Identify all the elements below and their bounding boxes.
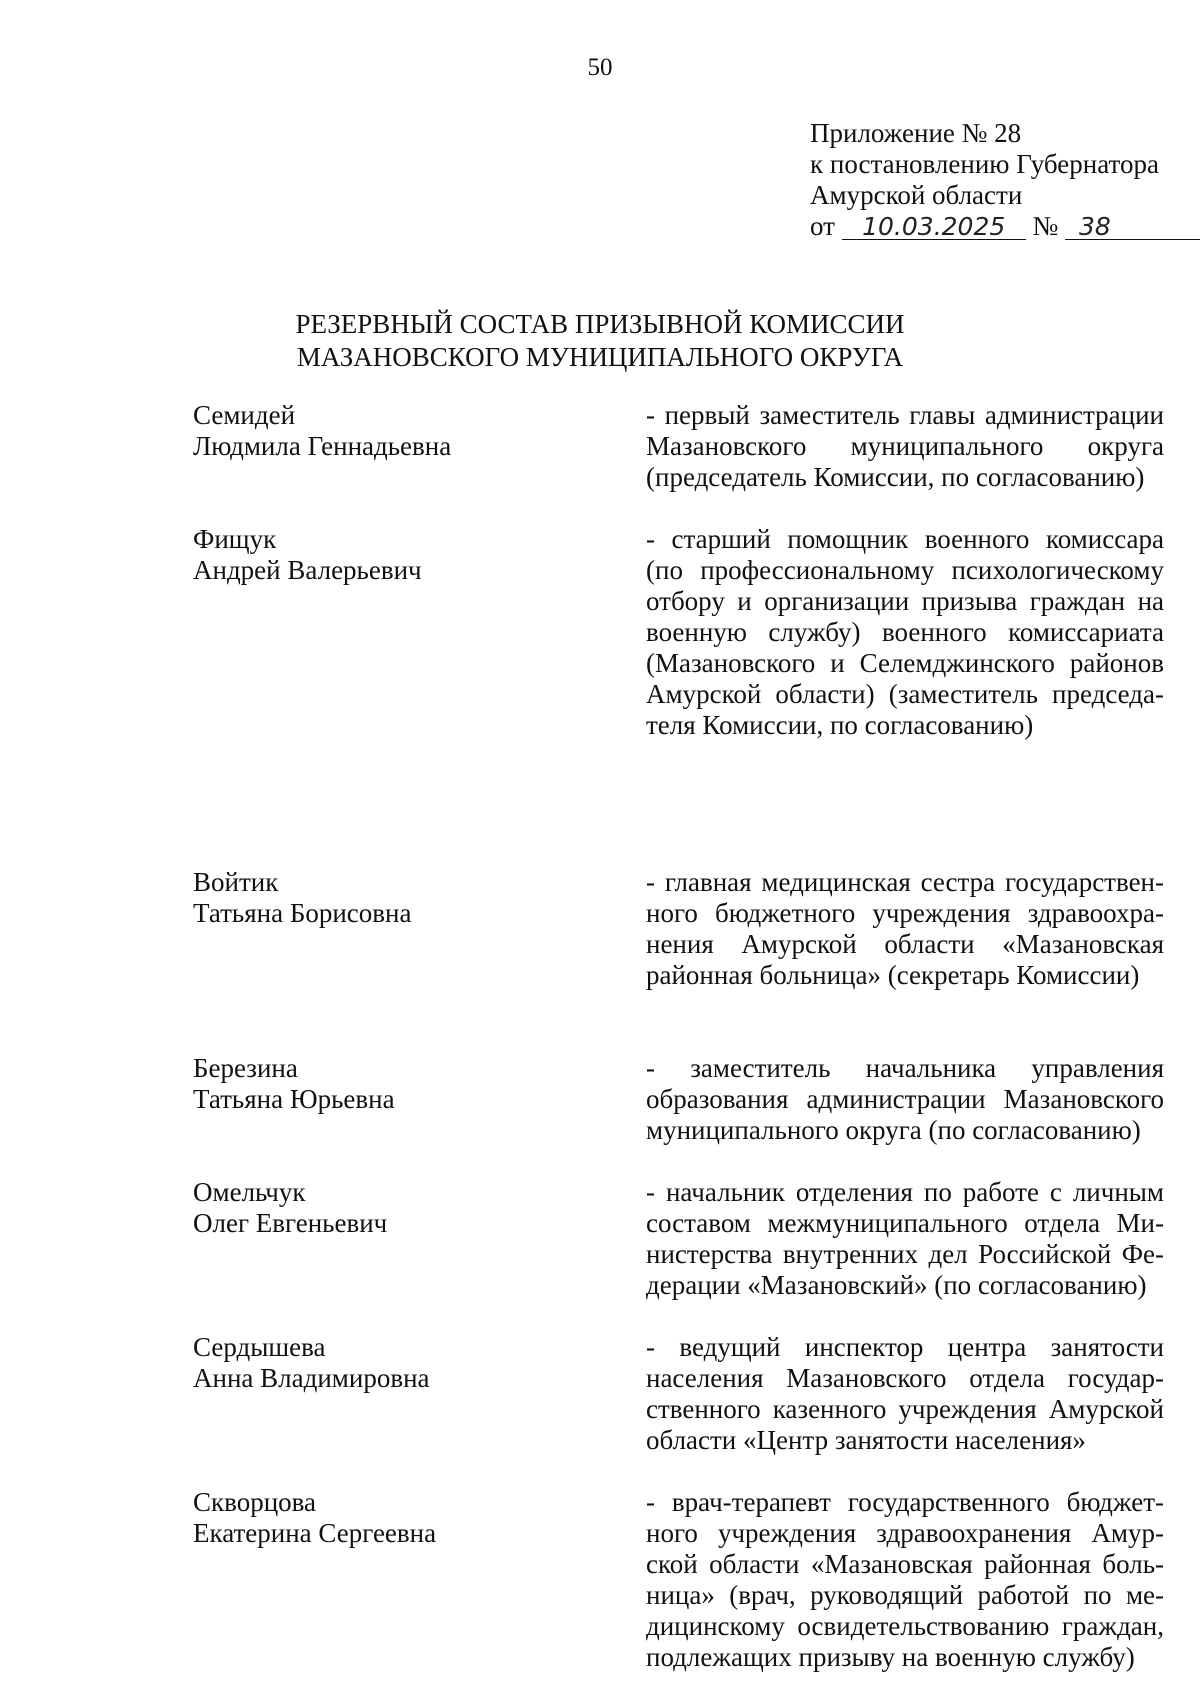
- appendix-line: к постановлению Губернатора: [810, 149, 1159, 179]
- handwritten-date: 10.03.2025: [862, 212, 1006, 241]
- role-line: составом межмуниципального отдела Ми-: [646, 1208, 1164, 1238]
- role-line: области «Центр занятости населения»: [646, 1425, 1086, 1455]
- role-line: дицинскому освидетельствованию граждан,: [646, 1611, 1164, 1641]
- appendix-date-line: [810, 211, 1170, 242]
- number-prefix: №: [1032, 211, 1059, 241]
- member-entry: [193, 1487, 1173, 1673]
- member-name: [193, 1487, 613, 1549]
- role-line: (по профессиональному психологическому: [646, 555, 1164, 585]
- member-role: [646, 1487, 1164, 1673]
- role-line: подлежащих призыву на военную службу): [646, 1642, 1135, 1672]
- role-line: - старший помощник военного комиссара: [646, 524, 1164, 554]
- role-line: ница» (врач, руководящий работой по ме-: [646, 1580, 1164, 1610]
- role-line: ного учреждения здравоохранения Амур-: [646, 1518, 1164, 1548]
- role-line: - главная медицинская сестра государствен-: [646, 867, 1164, 897]
- role-line: Амурской области) (заместитель председа-: [646, 679, 1164, 709]
- role-line: (Мазановского и Селемджинского районов: [646, 648, 1164, 678]
- role-line: населения Мазановского отдела государ-: [646, 1363, 1164, 1393]
- role-line: - ведущий инспектор центра занятости: [646, 1332, 1164, 1362]
- member-role: [646, 1177, 1164, 1301]
- member-entry: [193, 1053, 1173, 1146]
- member-name: [193, 400, 613, 462]
- role-line: Мазановского муниципального округа: [646, 431, 1164, 461]
- member-name: [193, 1053, 613, 1115]
- member-name: [193, 524, 613, 586]
- role-line: теля Комиссии, по согласованию): [646, 710, 1034, 740]
- page-number: 50: [587, 54, 613, 81]
- member-surname: Фищук: [193, 524, 277, 554]
- role-line: образования администрации Мазановского: [646, 1084, 1164, 1114]
- members-list: [193, 400, 1173, 1673]
- date-field: [842, 214, 1026, 240]
- appendix-line: Приложение № 28: [810, 118, 1022, 148]
- member-given-names: Татьяна Юрьевна: [193, 1084, 395, 1114]
- member-role: [646, 400, 1164, 493]
- member-role: [646, 524, 1164, 741]
- role-line: ской области «Мазановская районная боль-: [646, 1549, 1164, 1579]
- role-line: нения Амурской области «Мазановская: [646, 929, 1164, 959]
- member-entry: [193, 1332, 1173, 1456]
- member-role: [646, 1053, 1164, 1146]
- member-surname: Скворцова: [193, 1487, 317, 1517]
- member-surname: Войтик: [193, 867, 279, 897]
- member-surname: Сердышева: [193, 1332, 326, 1362]
- member-given-names: Татьяна Борисовна: [193, 898, 412, 928]
- role-line: ного бюджетного учреждения здравоохра-: [646, 898, 1164, 928]
- title-line: МАЗАНОВСКОГО МУНИЦИПАЛЬНОГО ОКРУГА: [296, 342, 904, 372]
- document-title: [0, 308, 1200, 374]
- member-given-names: Андрей Валерьевич: [193, 555, 422, 585]
- appendix-header: [810, 118, 1170, 242]
- member-name: [193, 1332, 613, 1394]
- member-given-names: Людмила Геннадьевна: [193, 431, 452, 461]
- role-line: дерации «Мазановский» (по согласованию): [646, 1270, 1147, 1300]
- role-line: - первый заместитель главы администрации: [646, 400, 1164, 430]
- date-prefix: от: [810, 211, 835, 241]
- member-role: [646, 1332, 1164, 1456]
- role-line: - начальник отделения по работе с личным: [646, 1177, 1164, 1207]
- member-name: [193, 867, 613, 929]
- member-surname: Березина: [193, 1053, 298, 1083]
- role-line: (председатель Комиссии, по согласованию): [646, 462, 1145, 492]
- member-entry: [193, 1177, 1173, 1301]
- member-surname: Семидей: [193, 400, 296, 430]
- title-line: РЕЗЕРВНЫЙ СОСТАВ ПРИЗЫВНОЙ КОМИССИИ: [295, 309, 905, 339]
- member-given-names: Анна Владимировна: [193, 1363, 430, 1393]
- member-entry: [193, 524, 1173, 741]
- role-line: ственного казенного учреждения Амурской: [646, 1394, 1164, 1424]
- role-line: отбору и организации призыва граждан на: [646, 586, 1164, 616]
- member-entry: [193, 400, 1173, 493]
- member-given-names: Екатерина Сергеевна: [193, 1518, 437, 1548]
- member-given-names: Олег Евгеньевич: [193, 1208, 388, 1238]
- appendix-line: Амурской области: [810, 180, 1023, 210]
- member-surname: Омельчук: [193, 1177, 306, 1207]
- role-line: - заместитель начальника управления: [646, 1053, 1164, 1083]
- role-line: военную службу) военного комиссариата: [646, 617, 1164, 647]
- role-line: нистерства внутренних дел Российской Фе-: [646, 1239, 1164, 1269]
- role-line: муниципального округа (по согласованию): [646, 1115, 1141, 1145]
- role-line: - врач-терапевт государственного бюджет-: [646, 1487, 1164, 1517]
- number-field: [1065, 214, 1200, 240]
- handwritten-number: 38: [1078, 212, 1111, 241]
- member-role: [646, 867, 1164, 991]
- role-line: районная больница» (секретарь Комиссии): [646, 960, 1140, 990]
- member-entry: [193, 867, 1173, 991]
- member-name: [193, 1177, 613, 1239]
